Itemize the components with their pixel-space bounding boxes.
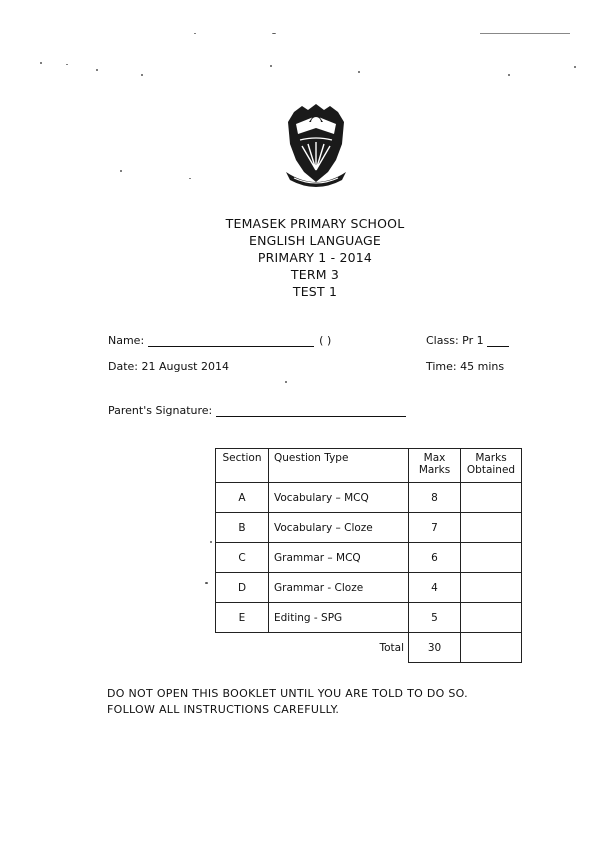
scan-speck [270,65,272,67]
table-row [216,513,522,543]
term-title: TERM 3 [290,267,340,282]
row-question-type: Grammar – MCQ [269,543,409,573]
row-marks-obtained[interactable] [461,573,522,603]
class-label: Class: Pr 1 [426,334,484,347]
row-question-type: Grammar - Cloze [269,573,409,603]
time-label: Time: [426,360,457,373]
name-label: Name: [108,334,145,347]
signature-field [108,404,406,417]
table-row [216,573,522,603]
register-number-paren: ( ) [319,334,332,347]
time-value: 45 mins [460,360,505,373]
instruction-line: FOLLOW ALL INSTRUCTIONS CAREFULLY. [107,703,340,716]
total-row [216,633,522,663]
scan-speck [194,33,196,34]
row-section: C [216,543,269,573]
row-question-type: Vocabulary – MCQ [269,483,409,513]
row-section: B [216,513,269,543]
row-max-marks: 8 [409,483,461,513]
table-header-row [216,449,522,483]
instructions [107,686,468,718]
total-marks-obtained[interactable] [461,633,522,663]
name-blank[interactable] [148,334,314,347]
date-label: Date: [108,360,138,373]
header-max-marks: Max Marks [409,449,461,483]
row-max-marks: 4 [409,573,461,603]
time-field [426,360,504,373]
row-section: E [216,603,269,633]
total-label: Total [269,633,409,663]
scan-speck [574,66,576,68]
signature-blank[interactable] [216,404,406,417]
row-marks-obtained[interactable] [461,603,522,633]
scan-speck [205,582,208,584]
scan-speck [210,541,212,543]
scan-speck [508,74,510,76]
scan-speck [358,71,360,73]
scan-speck [272,33,276,34]
marks-table [215,448,522,663]
header-question-type: Question Type [269,449,409,483]
subject-title: ENGLISH LANGUAGE [249,233,381,248]
row-marks-obtained[interactable] [461,543,522,573]
signature-label: Parent's Signature: [108,404,213,417]
school-crest-logo [282,100,350,192]
table-row [216,543,522,573]
row-question-type: Vocabulary – Cloze [269,513,409,543]
instruction-line: DO NOT OPEN THIS BOOKLET UNTIL YOU ARE TOLD TO DO SO. [107,687,468,700]
scan-speck [96,69,98,71]
title-block [150,215,480,300]
header-marks-obtained: Marks Obtained [461,449,522,483]
row-section: D [216,573,269,603]
level-title: PRIMARY 1 - 2014 [257,250,373,265]
date-value: 21 August 2014 [141,360,229,373]
row-question-type: Editing - SPG [269,603,409,633]
header-section: Section [216,449,269,483]
scan-speck [189,178,191,179]
table-row [216,603,522,633]
class-field [426,334,509,347]
row-section: A [216,483,269,513]
row-max-marks: 5 [409,603,461,633]
scan-speck [141,74,143,76]
school-name: TEMASEK PRIMARY SCHOOL [225,216,405,231]
total-max-marks: 30 [409,633,461,663]
scan-speck [285,381,287,383]
scan-speck [480,33,570,34]
name-field [108,334,331,347]
date-field [108,360,229,373]
scan-speck [40,62,42,64]
scan-speck [120,170,122,172]
scan-speck [66,64,68,65]
row-max-marks: 7 [409,513,461,543]
test-title: TEST 1 [292,284,338,299]
row-marks-obtained[interactable] [461,483,522,513]
table-row [216,483,522,513]
row-marks-obtained[interactable] [461,513,522,543]
row-max-marks: 6 [409,543,461,573]
total-spacer [216,633,269,663]
class-blank[interactable] [487,334,509,347]
